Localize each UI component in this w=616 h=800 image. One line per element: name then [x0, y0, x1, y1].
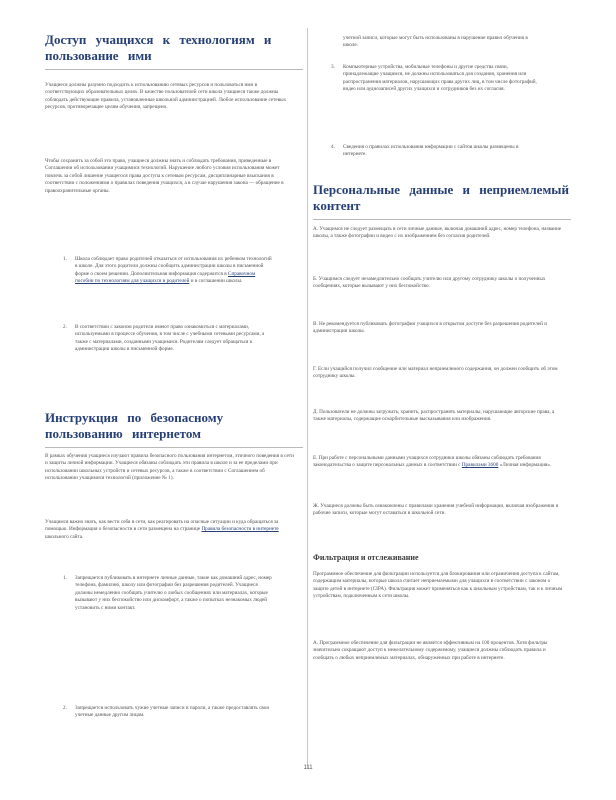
paragraph-text: Е. При работе с персональными данными учащихся сотрудники школы обязаны соблюдать требования законодательства о защите персональных данных в соответствии с [313, 455, 541, 469]
internet-safety-paragraph-2 [45, 519, 295, 541]
personal-data-para-f [313, 455, 563, 470]
list-item-text: Запрещается публиковать в интернете личные данные, такие как домашний адрес, номер телефона, фамилию, школу или фотографии без разрешения родителей. Учащиеся должны немедленно сообщать учителю о любых сообщениях или материалах, которые вызывают у них беспокойство или дискомфорт, а также о попытках незнакомых людей установить с ними контакт. [75, 575, 272, 611]
list-number: 1. [63, 256, 67, 262]
list-item-text: Компьютерные устройства, мобильные телефоны и другие средства связи, принадлежащие учащимся, не должны использоваться для создания, хранения или распространения материалов, нарушающих права других лиц, в том числе фотографий, видео или аудиозаписей других учащихся и сотрудников без их согласия. [343, 64, 537, 93]
section-title-personal-data: Персональные данные и неприемлемый контент [313, 182, 571, 220]
paragraph-after: школьного сайта. [45, 533, 84, 540]
tech-access-paragraph-2: Чтобы сохранить за собой это право, учащиеся должны знать и соблюдать требования, приведенные в Соглашении об использовании учащимися технологий. Нарушение любого условия использования может повлечь за собой лишение учащегося права доступа к сетевым ресурсам, дисциплинарные взыскания в соответствии с положениями о правилах поведения учащихся, а в случае нарушения закона — обращение в правоохранительные органы. [45, 158, 284, 194]
page-number: 111 [303, 765, 313, 771]
list-item-text: Запрещается использовать чужие учетные записи и пароли, а также предоставлять свои учетные данные другим лицам. [75, 705, 270, 719]
list-number: 4. [331, 144, 335, 150]
personal-data-para-c: В. Не рекомендуется публиковать фотографии учащихся в открытом доступе без разрешения родителей и администрации школы. [313, 321, 547, 335]
personal-data-para-d: Г. Если учащийся получил сообщение или материал неприемлемого содержания, он должен сообщить об этом сотруднику школы. [313, 366, 558, 380]
internet-safety-paragraph-1: В рамках обучения учащиеся изучают правила безопасного пользования интернетом, этичного поведения в сети и защиты личной информации. Учащиеся обязаны соблюдать эти правила в школе и за ее пределами при использовании школьных устройств и сетевых ресурсов, а также в соответствии с Соглашением об использовании учащимися технологий (приложение № 1). [45, 453, 294, 482]
list-number: 2. [63, 705, 67, 711]
list-number: 2. [63, 324, 67, 330]
list-item-after: и в соглашении школы. [190, 278, 243, 285]
internet-safety-link[interactable]: Правила безопасности в интернете [201, 526, 279, 533]
tech-handbook-link[interactable]: Справочном пособии по технологиям для учащихся и родителей [75, 270, 256, 285]
policy-3600-link[interactable]: Правилами 3600 [461, 462, 499, 469]
list-item-text: В соответствии с законом родители имеют право ознакомиться с материалами, используемыми в процессе обучения, в том числе с учебными сетевыми ресурсами, а также с материалами, созданными учащимися. Родителям следует обращаться к администрации школы в письменной форме. [75, 324, 265, 353]
section-title-internet-safety: Инструкция по безопасному пользованию интернетом [45, 410, 303, 448]
list-item-text [75, 256, 275, 286]
personal-data-para-b: Б. Учащимся следует незамедлительно сообщать учителю или другому сотруднику школы о полученных сообщениях, которые вызывают у них беспокойство. [313, 276, 546, 290]
personal-data-para-e: Д. Пользователи не должны загружать, хранить, распространять материалы, нарушающие авторские права, а также материалы, содержащие оскорбительные высказывания или изображения. [313, 409, 555, 423]
personal-data-para-g: Ж. Учащиеся должны быть ознакомлены с правилами хранения учебной информации, включая изображения и рабочие записи, которые могут оставаться в школьной сети. [313, 503, 559, 517]
list-number: 3. [331, 64, 335, 70]
list-item-text: Сведения о правилах использования информации с сайтов школы размещены в интернете. [343, 144, 519, 158]
personal-data-para-a: А. Учащимся не следует размещать в сети личные данные, включая домашний адрес, номер телефона, название школы, а также фотографии и видео с их изображением без согласия родителей. [313, 226, 562, 240]
filtering-paragraph-1: Программное обеспечение для фильтрации используется для блокирования или ограничения доступа к сайтам, содержащим материалы, которые школа считает неприемлемыми для учащихся в соответствии с законом о защите детей в интернете (CIPA). Фильтрация может применяться как к школьным устройствам, так и к личным устройствам, подключенным к сети школы. [313, 571, 563, 600]
list-item-body: Школа соблюдает право родителей отказаться от использования их ребенком технологий в школе. Для этого родители должны сообщить администрации школы в письменной форме о своем решении. Дополнительная информация содержится в [75, 256, 272, 277]
paragraph-text: Учащимся важно знать, как вести себя в сети, как реагировать на опасные ситуации и куда обращаться за помощью. Информация о безопасности в сети размещена на странице [45, 519, 279, 533]
paragraph-after: «Личная информация». [499, 462, 552, 469]
list-number: 1. [63, 575, 67, 581]
section-title-tech-access: Доступ учащихся к технологиям и пользование ими [45, 32, 303, 70]
column-divider [307, 28, 308, 768]
filtering-paragraph-2: А. Программное обеспечение для фильтрации не является эффективным на 100 процентов. Хотя фильтры значительно сокращают доступ к нежелательному содержимому, учащиеся должны соблюдать правила и сообщать о любых неприемлемых материалах, обнаруженных при работе в интернете. [313, 640, 548, 661]
tech-access-paragraph-1: Учащиеся должны разумно подходить к использованию сетевых ресурсов и пользоваться ими в соответствующих образовательных целях. В качестве пользователей сети школа учащиеся также должны соблюдать действующие правила, установленные школьной администрацией. Любое использование сетевых ресурсов, противоречащее целям обучения, запрещено. [45, 82, 287, 111]
section-title-filtering: Фильтрация и отслеживание [313, 553, 419, 562]
continuation-text: учетной записи, которые могут быть использованы в нарушение правил обучения в школе. [343, 35, 528, 49]
